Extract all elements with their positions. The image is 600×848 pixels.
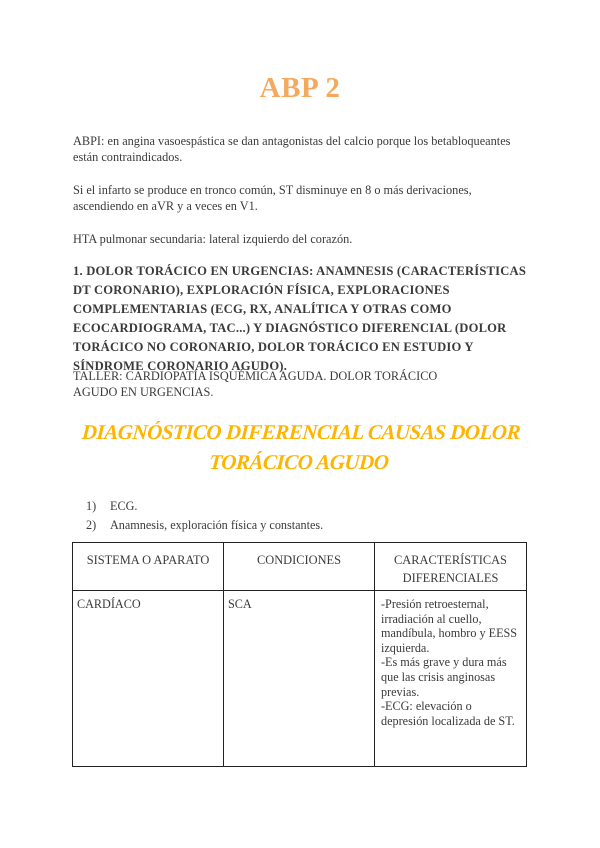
list-item-text: Anamnesis, exploración física y constantes.	[110, 518, 324, 532]
cell-line: irradiación al cuello,	[381, 611, 482, 626]
subtitle-line-1: DIAGNÓSTICO DIFERENCIAL CAUSAS DOLOR	[81, 420, 521, 444]
list-item	[86, 516, 323, 535]
cell-condiciones: SCA	[224, 591, 375, 767]
table-row	[73, 591, 527, 767]
list-item-text: ECG.	[110, 499, 138, 513]
paragraph-tronco-comun: Si el infarto se produce en tronco común, ST disminuye en 8 o más derivaciones, ascendiendo en aVR y a veces en V1.	[73, 183, 472, 213]
taller-note: TALLER: CARDIOPATÍA ISQUÉMICA AGUDA. DOLOR TORÁCICO AGUDO EN URGENCIAS.	[73, 369, 438, 399]
list-item	[86, 497, 323, 516]
page-title: ABP 2	[259, 72, 341, 104]
subtitle-line-2: TORÁCICO AGUDO	[208, 450, 390, 474]
header-caracteristicas: CARACTERÍSTICAS DIFERENCIALES	[375, 543, 527, 591]
paragraph-abpi: ABPI: en angina vasoespástica se dan antagonistas del calcio porque los betabloqueantes están contraindicados.	[73, 134, 511, 164]
table-header-row	[73, 543, 527, 591]
section-heading: 1. DOLOR TORÁCICO EN URGENCIAS: ANAMNESIS (CARACTERÍSTICAS DT CORONARIO), EXPLORACIÓN FÍSICA, EXPLORACIONES COMPLEMENTARIAS (ECG, RX, ANALÍTICA Y OTRAS COMO ECOCARDIOGRAMA, TAC...) Y DIAGNÓSTICO DIFERENCIAL (DOLOR TORÁCICO NO CORONARIO, DOLOR TORÁCICO EN ESTUDIO Y SÍNDROME CORONARIO AGUDO).	[73, 264, 527, 373]
header-condiciones: CONDICIONES	[224, 543, 375, 591]
header-sistema: SISTEMA O APARATO	[73, 543, 224, 591]
cell-line: depresión localizada de ST.	[381, 713, 515, 728]
cell-line: mandíbula, hombro y EESS	[381, 626, 518, 641]
cell-sistema: CARDÍACO	[73, 591, 224, 767]
cell-line: -ECG: elevación o	[381, 699, 472, 714]
paragraph-hta-pulmonar: HTA pulmonar secundaria: lateral izquierdo del corazón.	[73, 232, 353, 246]
cell-line: izquierda.	[381, 640, 430, 655]
list-item-number: 2)	[86, 518, 97, 532]
list-item-number: 1)	[86, 499, 97, 513]
cell-line: -Presión retroesternal,	[381, 597, 489, 611]
steps-list	[86, 497, 323, 535]
differential-table	[72, 542, 527, 767]
cell-line: previas.	[381, 684, 420, 699]
cell-line: que las crisis anginosas	[381, 669, 496, 684]
section-subtitle	[58, 417, 542, 477]
cell-line: -Es más grave y dura más	[381, 655, 507, 670]
cell-caracteristicas	[375, 591, 527, 767]
